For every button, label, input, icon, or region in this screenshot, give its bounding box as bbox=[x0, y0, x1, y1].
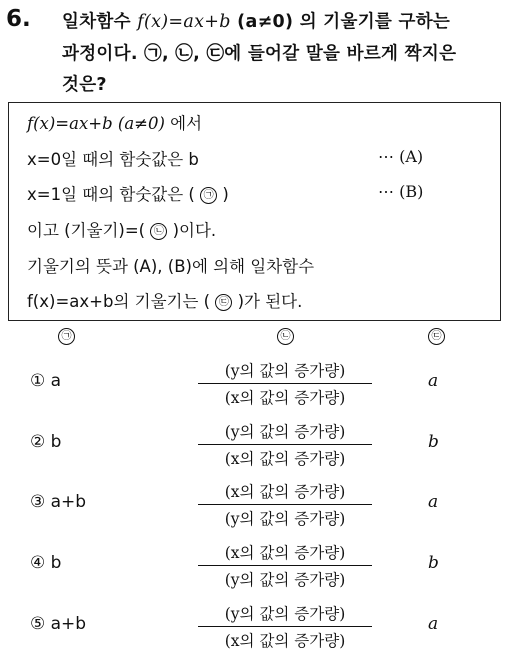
fraction-numerator: (x의 값의 증가량) bbox=[224, 544, 346, 562]
box-text: 이고 (기울기)=( bbox=[27, 221, 151, 240]
box-text: )이다. bbox=[172, 221, 217, 240]
option-answer: b bbox=[428, 432, 439, 452]
option-answer: a bbox=[428, 492, 439, 512]
box-line-1 bbox=[27, 110, 202, 134]
circled-marker: ㉠ bbox=[58, 328, 75, 345]
box-line-2: x=0일 때의 함숫값은 b bbox=[27, 150, 199, 169]
stem-math: f(x)=ax+b bbox=[137, 12, 231, 32]
option-fraction bbox=[196, 420, 374, 469]
question-stem-line2: 과정이다. ㉠, ㉡, ㉢에 들어갈 말을 바르게 짝지은 bbox=[62, 44, 457, 64]
blank-1-marker: ㉠ bbox=[200, 187, 217, 204]
fraction-denominator: (x의 값의 증가량) bbox=[224, 389, 346, 407]
stem-text: 일차함수 bbox=[62, 12, 138, 32]
option-label: ② b bbox=[30, 432, 62, 452]
box-text: f(x)=ax+b의 기울기는 ( bbox=[27, 292, 216, 311]
fraction-numerator: (y의 값의 증가량) bbox=[224, 362, 346, 380]
question-stem-line1 bbox=[62, 8, 450, 33]
box-text: x=1일 때의 함숫값은 ( bbox=[27, 185, 201, 204]
circled-marker: ㉢ bbox=[428, 328, 445, 345]
option-answer: a bbox=[428, 371, 439, 391]
fraction-numerator: (y의 값의 증가량) bbox=[224, 605, 346, 623]
fraction-numerator: (x의 값의 증가량) bbox=[224, 483, 346, 501]
box-line-6 bbox=[27, 288, 302, 312]
answer-option-2[interactable] bbox=[0, 414, 527, 474]
box-line-4 bbox=[27, 217, 216, 241]
option-fraction bbox=[196, 359, 374, 408]
answer-option-3[interactable] bbox=[0, 474, 527, 534]
blank-3-marker: ㉢ bbox=[215, 294, 232, 311]
ref-b: ⋯ (B) bbox=[378, 182, 424, 201]
blank-2-marker: ㉡ bbox=[150, 223, 167, 240]
option-fraction bbox=[196, 480, 374, 529]
explanation-box bbox=[8, 102, 501, 321]
answer-option-5[interactable] bbox=[0, 596, 527, 656]
box-line-5: 기울기의 뜻과 (A), (B)에 의해 일차함수 bbox=[27, 257, 315, 276]
question-stem-line3: 것은? bbox=[62, 75, 107, 95]
option-label: ① a bbox=[30, 371, 62, 391]
column-header-2 bbox=[277, 326, 294, 345]
option-fraction bbox=[196, 602, 374, 651]
option-label: ③ a+b bbox=[30, 492, 87, 512]
stem-text: (a≠0) 의 기울기를 구하는 bbox=[230, 12, 451, 32]
column-header-3 bbox=[428, 326, 445, 345]
option-answer: a bbox=[428, 614, 439, 634]
fraction-denominator: (y의 값의 증가량) bbox=[224, 510, 346, 528]
fraction-numerator: (y의 값의 증가량) bbox=[224, 423, 346, 441]
answer-option-4[interactable] bbox=[0, 535, 527, 595]
ref-a: ⋯ (A) bbox=[378, 147, 424, 166]
option-label: ⑤ a+b bbox=[30, 614, 87, 634]
box-text: ) bbox=[222, 185, 229, 204]
fraction-denominator: (x의 값의 증가량) bbox=[224, 632, 346, 650]
answer-option-1[interactable] bbox=[0, 353, 527, 413]
option-fraction bbox=[196, 541, 374, 590]
option-label: ④ b bbox=[30, 553, 62, 573]
fraction-denominator: (y의 값의 증가량) bbox=[224, 571, 346, 589]
question-number: 6. bbox=[6, 6, 31, 32]
circled-marker: ㉡ bbox=[277, 328, 294, 345]
box-text: 에서 bbox=[164, 114, 203, 133]
column-header-1 bbox=[58, 326, 75, 345]
box-text: )가 된다. bbox=[237, 292, 303, 311]
box-math: f(x)=ax+b (a≠0) bbox=[27, 114, 165, 133]
fraction-denominator: (x의 값의 증가량) bbox=[224, 450, 346, 468]
box-line-3 bbox=[27, 181, 229, 205]
option-answer: b bbox=[428, 553, 439, 573]
